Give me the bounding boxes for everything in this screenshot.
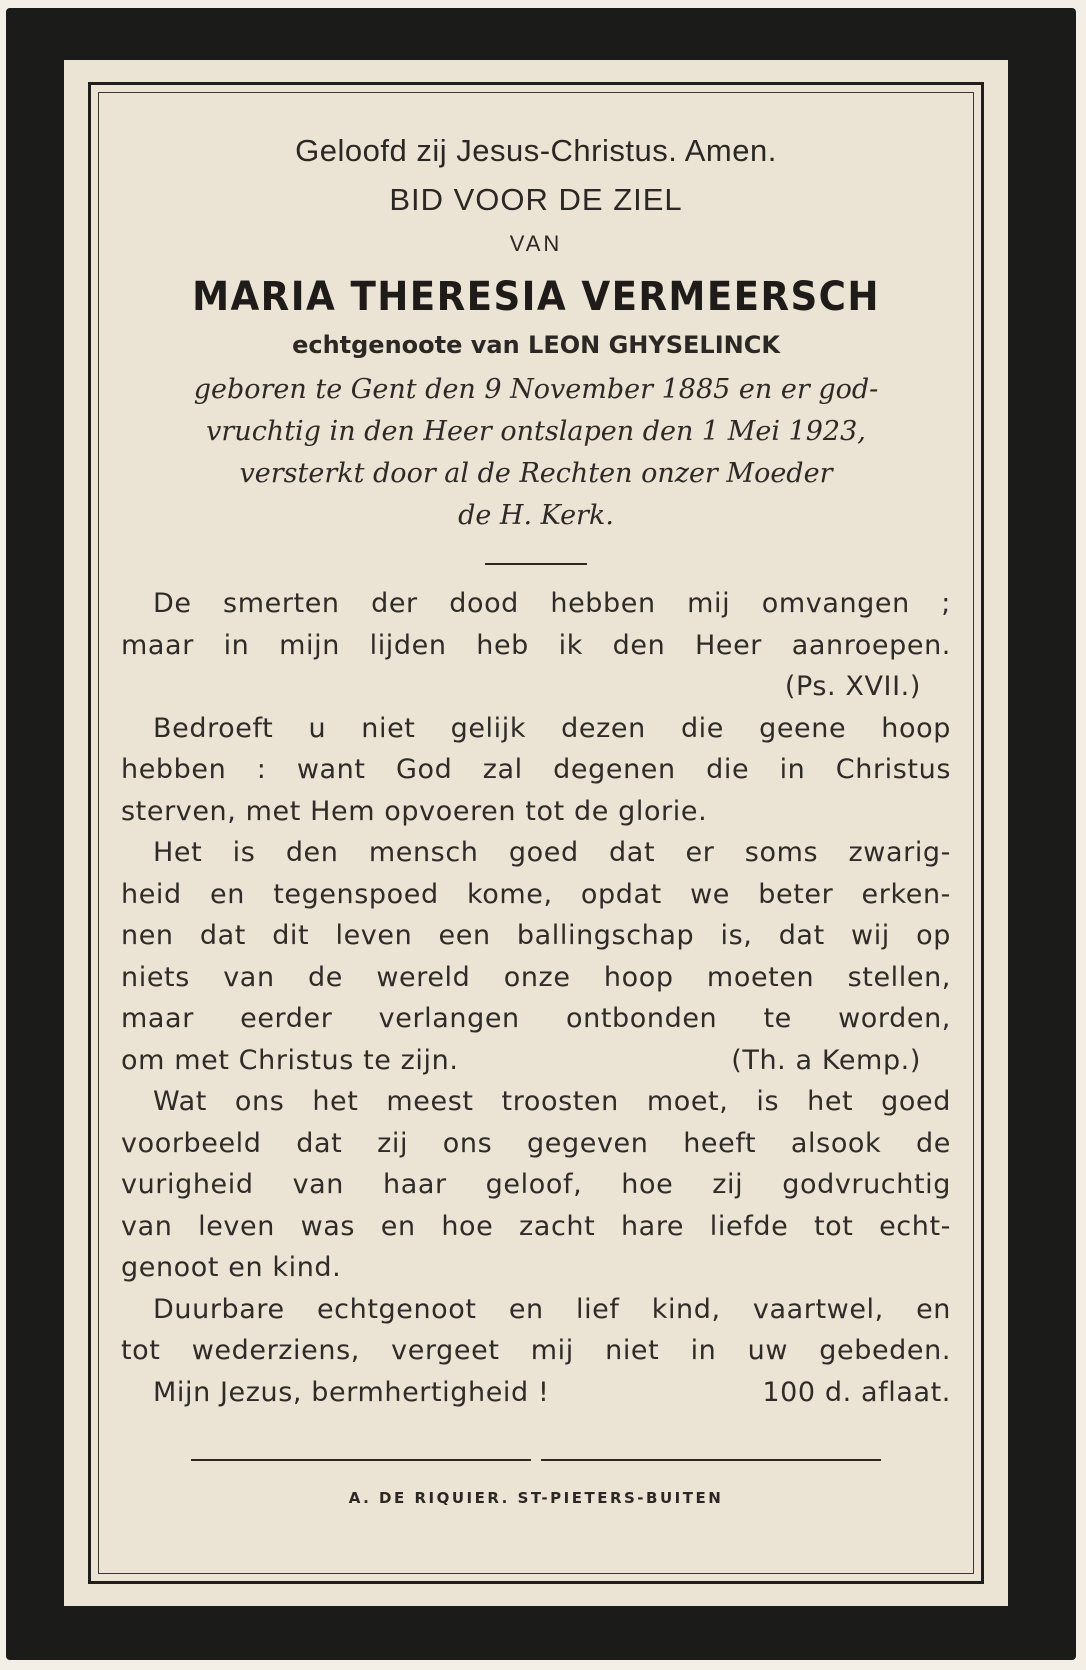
text-line: sterven, met Hem opvoeren tot de glorie. bbox=[121, 795, 708, 827]
text-line: Duurbare echtgenoot en lief kind, vaartwel, en bbox=[153, 1293, 951, 1325]
ejaculation-prayer: Mijn Jezus, bermhertigheid ! bbox=[153, 1376, 550, 1408]
text-line: voorbeeld dat zij ons gegeven heeft alsook de bbox=[121, 1127, 951, 1159]
text-line bbox=[121, 1372, 951, 1414]
prayer-text bbox=[121, 583, 951, 1413]
bio-line: de H. Kerk. bbox=[458, 500, 614, 531]
printer-imprint: A. DE RIQUIER. ST-PIETERS-BUITEN bbox=[348, 1489, 724, 1507]
van-line: VAN bbox=[509, 231, 563, 256]
text-fragment: om met Christus te zijn. bbox=[121, 1044, 459, 1076]
text-line: maar eerder verlangen ontbonden te worden, bbox=[121, 1003, 951, 1034]
text-line: vurigheid van haar geloof, hoe zij godvruchtig bbox=[121, 1169, 951, 1200]
indulgence-note: 100 d. aflaat. bbox=[762, 1376, 951, 1408]
card-paper bbox=[64, 60, 1008, 1606]
text-line bbox=[121, 1040, 951, 1082]
biography bbox=[121, 369, 951, 537]
text-line: Bedroeft u niet gelijk dezen die geene hoop bbox=[153, 712, 951, 744]
text-line: van leven was en hoe zacht hare liefde tot echt- bbox=[121, 1210, 951, 1242]
prayer-request-line: BID VOOR DE ZIEL bbox=[389, 182, 683, 217]
text-line: Wat ons het meest troosten moet, is het goed bbox=[153, 1086, 951, 1117]
text-line: maar in mijn lijden heb ik den Heer aanroepen. bbox=[121, 629, 951, 661]
text-line: Het is den mensch goed dat er soms zwarig- bbox=[153, 837, 951, 868]
divider bbox=[485, 563, 587, 565]
text-line: De smerten der dood hebben mij omvangen ; bbox=[153, 588, 951, 619]
bio-line: vruchtig in den Heer ontslapen den 1 Mei 1923, bbox=[206, 416, 866, 447]
invocation-line: Geloofd zij Jesus-Christus. Amen. bbox=[295, 133, 777, 168]
text-line: heid en tegenspoed kome, opdat we beter erken- bbox=[121, 878, 951, 910]
text-line: nen dat dit leven een ballingschap is, dat wij op bbox=[121, 920, 951, 951]
spouse-line: echtgenoote van LEON GHYSELINCK bbox=[292, 331, 780, 359]
text-line: tot wederziens, vergeet mij niet in uw gebeden. bbox=[121, 1335, 951, 1366]
text-line: hebben : want God zal degenen die in Christus bbox=[121, 754, 951, 785]
bio-line: geboren te Gent den 9 November 1885 en er god- bbox=[193, 374, 879, 405]
psalm-reference: (Ps. XVII.) bbox=[784, 671, 921, 702]
mourning-frame bbox=[88, 82, 984, 1584]
bio-line: versterkt door al de Rechten onzer Moeder bbox=[239, 458, 833, 489]
kempis-reference: (Th. a Kemp.) bbox=[731, 1044, 921, 1076]
deceased-name: MARIA THERESIA VERMEERSCH bbox=[192, 274, 880, 320]
text-line: genoot en kind. bbox=[121, 1252, 342, 1283]
card-content bbox=[121, 123, 951, 1413]
footer-rule-right bbox=[541, 1459, 881, 1461]
memorial-card bbox=[6, 8, 1076, 1660]
footer-rule-left bbox=[191, 1459, 531, 1461]
text-line: niets van de wereld onze hoop moeten stellen, bbox=[121, 961, 951, 993]
footer-rule bbox=[91, 1459, 981, 1461]
